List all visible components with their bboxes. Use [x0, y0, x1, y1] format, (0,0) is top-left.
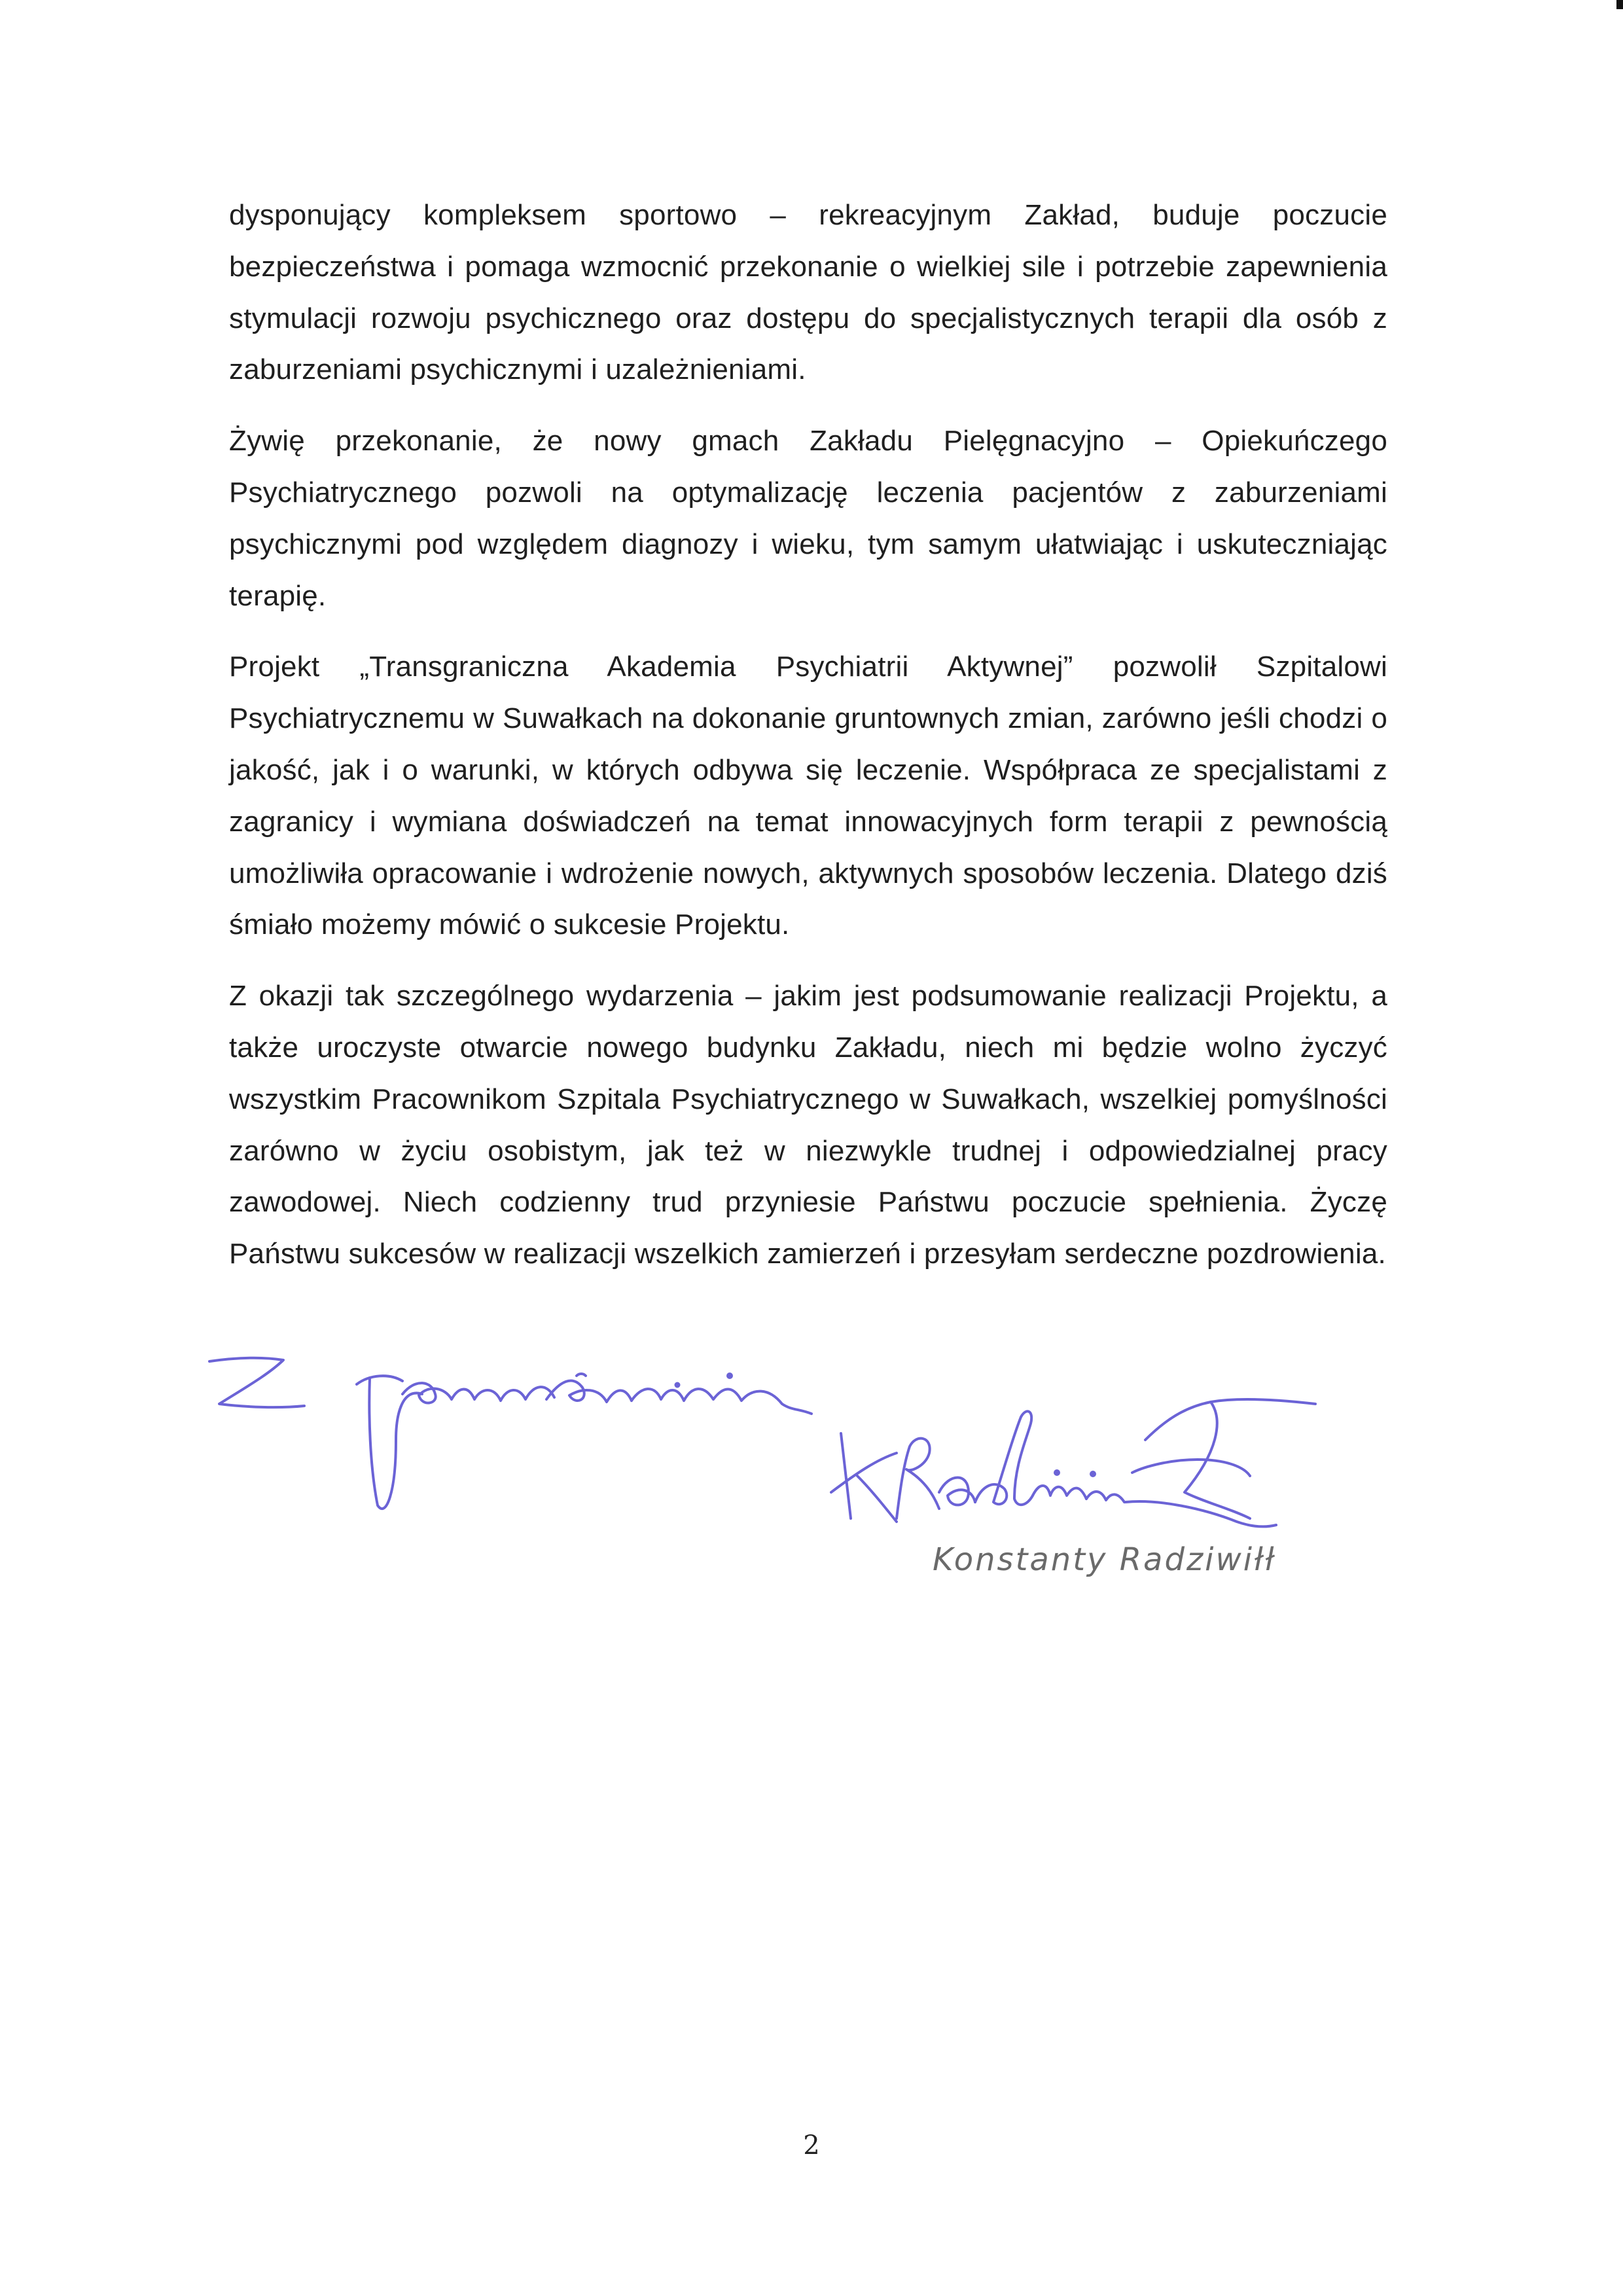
signer-name: Konstanty Radziwiłł	[933, 1541, 1276, 1578]
stroke-z	[209, 1358, 304, 1407]
letter-body	[229, 190, 1387, 1300]
scan-edge-mark	[1616, 0, 1623, 9]
signature-graphic	[818, 1361, 1342, 1532]
paragraph-2: Żywię przekonanie, że nowy gmach Zakładu Pielęgnacyjno – Opiekuńczego Psychiatrycznego pozwoli na optymalizację leczenia pacjentów z zaburzeniami psychicznymi pod względem diagnozy i wieku, tym samym ułatwiając i uskuteczniając terapię.	[229, 425, 1387, 612]
paragraph-4: Z okazji tak szczególnego wydarzenia – jakim jest podsumowanie realizacji Projektu, a także uroczyste otwarcie nowego budynku Zakładu, niech mi będzie wolno życzyć wszystkim Pracownikom Szpitala Psychiatrycznego w Suwałkach, wszelkiej pomyślności zarówno w życiu osobistym, jak też w niezwykle trudnej i odpowiedzialnej pracy zawodowej. Niech codzienny trud przyniesie Państwu poczucie spełnienia. Życzę Państwu sukcesów w realizacji wszelkich zamierzeń i przesyłam serdeczne pozdrowienia.	[229, 980, 1387, 1270]
paragraph-3: Projekt „Transgraniczna Akademia Psychiatrii Aktywnej” pozwolił Szpitalowi Psychiatrycznemu w Suwałkach na dokonanie gruntownych zmian, zarówno jeśli chodzi o jakość, jak i o warunki, w których odbywa się leczenie. Współpraca ze specjalistami z zagranicy i wymiana doświadczeń na temat innowacyjnych form terapii z pewnością umożliwiła opracowanie i wdrożenie nowych, aktywnych sposobów leczenia. Dlatego dziś śmiało możemy mówić o sukcesie Projektu.	[229, 651, 1387, 941]
page-number: 2	[803, 2130, 820, 2161]
handwritten-closing	[206, 1322, 815, 1518]
paragraph-1: dysponujący kompleksem sportowo – rekreacyjnym Zakład, buduje poczucie bezpieczeństwa i pomaga wzmocnić przekonanie o wielkiej sile i potrzebie zapewnienia stymulacji rozwoju psychicznego oraz dostępu do specjalistycznych terapii dla osób z zaburzeniami psychicznymi i uzależnieniami.	[229, 199, 1387, 386]
